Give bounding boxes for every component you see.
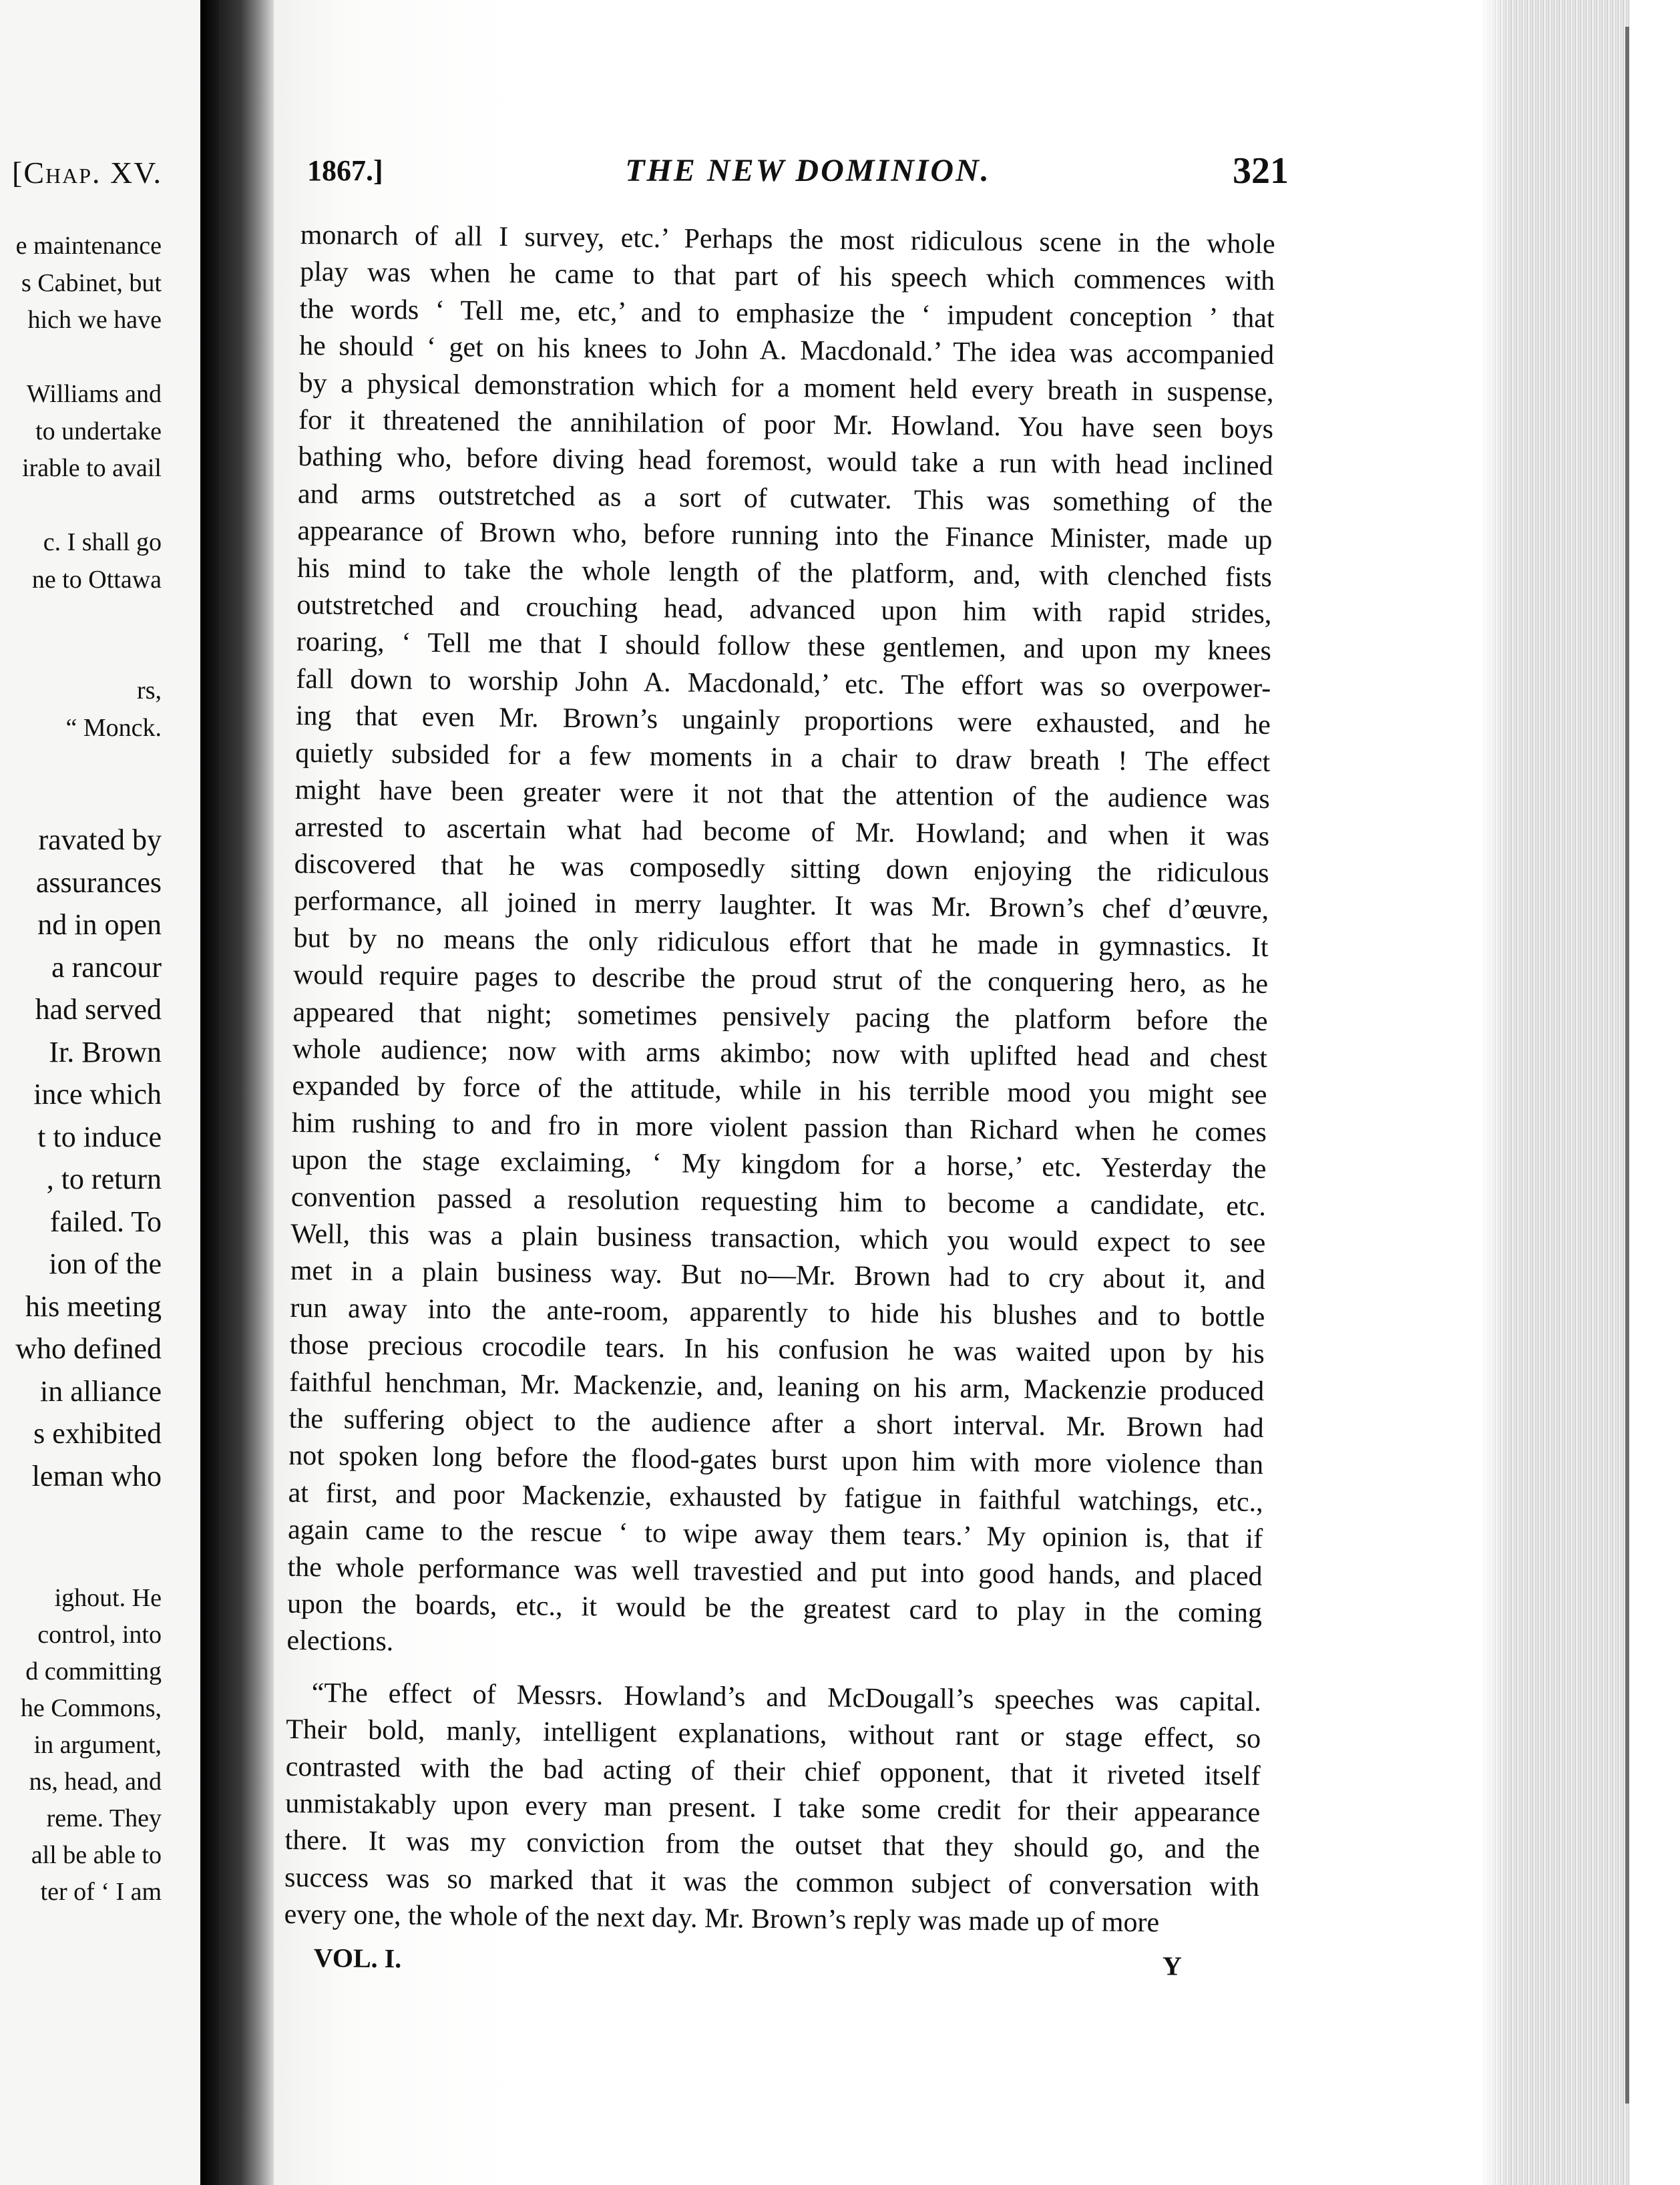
text-line: unmistakably upon every man present. I take some credit for their appearance [284, 1788, 1261, 1828]
text-line: every one, the whole of the next day. Mr. Brown’s reply was made up of more [284, 1899, 1160, 1939]
text-line: roaring, ‘ Tell me that I should follow these gentlemen, and upon my knees [296, 626, 1272, 667]
left-text-line: reme. They [46, 1804, 162, 1832]
left-text-line: rs, [137, 676, 162, 705]
text-line: again came to the rescue ‘ to wipe away them tears.’ My opinion is, that if [287, 1515, 1263, 1555]
book-gutter [200, 0, 219, 2185]
text-line: performance, all joined in merry laughter. It was Mr. Brown’s chef d’œuvre, [293, 885, 1269, 926]
left-text-line: all be able to [31, 1841, 162, 1869]
text-line: might have been greater were it not that the attention of the audience was [294, 775, 1270, 815]
text-line: play was when he came to that part of his speech which commences with [299, 256, 1275, 297]
text-line: he should ‘ get on his knees to John A. Macdonald.’ The idea was accompanied [298, 331, 1275, 371]
left-text-line: in argument, [33, 1731, 162, 1759]
text-line: the words ‘ Tell me, etc,’ and to emphasize the ‘ impudent conception ’ that [299, 293, 1275, 334]
left-text-line: e maintenance [15, 232, 162, 260]
left-text-line: ne to Ottawa [31, 565, 162, 594]
footer-signature: Y [1162, 1951, 1182, 1981]
text-line: elections. [286, 1625, 394, 1657]
left-text-line: ince which [33, 1078, 162, 1111]
text-line: quietly subsided for a few moments in a chair to draw breath ! The effect [295, 737, 1271, 778]
text-line: fall down to worship John A. Macdonald,’ etc. The effort was so overpower- [296, 663, 1271, 704]
text-line: faithful henchman, Mr. Mackenzie, and, leaning on his arm, Mackenzie produced [289, 1366, 1265, 1407]
text-line: appeared that night; sometimes pensively pacing the platform before the [292, 996, 1268, 1037]
left-text-line: to undertake [35, 417, 162, 445]
left-text-line: in alliance [39, 1374, 162, 1408]
page-edges [1482, 0, 1643, 2185]
left-text-line: ighout. He [54, 1584, 162, 1612]
left-text-line: had served [35, 993, 162, 1026]
left-text-line: his meeting [25, 1289, 162, 1323]
left-text-line: nd in open [37, 908, 162, 941]
page-number: 321 [1233, 150, 1289, 192]
text-line: would require pages to describe the proud strut of the conquering hero, as he [292, 960, 1269, 1000]
left-text-line: control, into [37, 1621, 162, 1649]
text-line: and arms outstretched as a sort of cutwater. This was something of the [297, 478, 1273, 519]
left-text-line: hich we have [27, 306, 162, 334]
left-text-line: ion of the [49, 1247, 162, 1280]
running-head [307, 150, 1309, 196]
text-line: upon the boards, etc., it would be the greatest card to play in the coming [286, 1588, 1263, 1629]
main-page [274, 0, 1482, 2185]
text-line: appearance of Brown who, before running into the Finance Minister, made up [297, 516, 1273, 556]
scan-margin [1629, 0, 1680, 2185]
text-line: him rushing to and fro in more violent passion than Richard when he comes [291, 1107, 1267, 1148]
left-text-line: leman who [31, 1459, 162, 1493]
text-line: not spoken long before the flood-gates burst upon him with more violence than [288, 1440, 1264, 1481]
left-text-line: ravated by [38, 823, 162, 856]
text-line: met in a plain business way. But no—Mr. Brown had to cry about it, and [290, 1255, 1266, 1296]
left-text-line: t to induce [37, 1120, 162, 1153]
text-line: Well, this was a plain business transaction, which you would expect to see [290, 1218, 1266, 1259]
left-text-line: s exhibited [33, 1417, 162, 1450]
footer-volume: VOL. I. [313, 1943, 402, 1974]
text-line: expanded by force of the attitude, while in his terrible mood you might see [292, 1070, 1267, 1111]
left-text-line: “ Monck. [65, 713, 162, 742]
text-line: Their bold, manly, intelligent explanations, without rant or stage effect, so [286, 1714, 1261, 1755]
left-text-line: Williams and [26, 380, 162, 408]
left-text-line: assurances [35, 865, 162, 899]
left-text-line: failed. To [49, 1205, 162, 1238]
left-text-line: d committing [25, 1657, 162, 1685]
left-text-line: ns, head, and [29, 1768, 162, 1796]
text-line: bathing who, before diving head foremost, would take a run with head inclined [298, 441, 1273, 482]
left-text-line: s Cabinet, but [21, 268, 162, 297]
text-line: “The effect of Messrs. Howland’s and McDougall’s speeches was capital. [311, 1677, 1261, 1718]
text-line: those precious crocodile tears. In his confusion he was waited upon by his [289, 1330, 1265, 1370]
left-text-line: he Commons, [20, 1694, 162, 1722]
text-line: the whole performance was well travestied and put into good hands, and placed [287, 1551, 1263, 1592]
left-text-line: who defined [15, 1332, 162, 1365]
left-text-line: c. I shall go [43, 528, 162, 556]
text-line: monarch of all I survey, etc.’ Perhaps the most ridiculous scene in the whole [300, 219, 1275, 260]
text-line: the suffering object to the audience after a short interval. Mr. Brown had [288, 1403, 1264, 1444]
text-line: but by no means the only ridiculous effort that he made in gymnastics. It [293, 922, 1269, 963]
text-line: for it threatened the annihilation of poor Mr. Howland. You have seen boys [298, 405, 1274, 445]
text-line: arrested to ascertain what had become of Mr. Howland; and when it was [294, 811, 1270, 852]
text-line: ing that even Mr. Brown’s ungainly proportions were exhausted, and he [295, 701, 1271, 741]
text-line: his mind to take the whole length of the platform, and, with clenched fists [296, 552, 1273, 593]
text-line: there. It was my conviction from the outset that they should go, and the [284, 1825, 1260, 1866]
text-line: run away into the ante-room, apparently to hide his blushes and to bottle [290, 1292, 1265, 1333]
left-page [0, 0, 200, 2185]
text-line: convention passed a resolution requesting him to become a candidate, etc. [290, 1181, 1267, 1222]
left-text-line: Ir. Brown [49, 1035, 162, 1068]
text-line: at first, and poor Mackenzie, exhausted by fatigue in faithful watchings, etc., [288, 1477, 1263, 1518]
text-line: outstretched and crouching head, advanced upon him with rapid strides, [296, 590, 1272, 630]
left-text-line: , to return [46, 1163, 162, 1195]
text-line: success was so marked that it was the common subject of conversation with [284, 1862, 1260, 1903]
left-text-line: a rancour [51, 950, 162, 984]
left-running-head: [Chap. XV. [12, 156, 163, 190]
text-line: upon the stage exclaiming, ‘ My kingdom for a horse,’ etc. Yesterday the [291, 1145, 1267, 1185]
left-text-line: irable to avail [22, 454, 162, 482]
left-text-line: ter of ‘ I am [40, 1878, 162, 1906]
text-line: discovered that he was composedly sitting down enjoying the ridiculous [294, 848, 1269, 889]
text-line: contrasted with the bad acting of their chief opponent, that it riveted itself [285, 1751, 1261, 1792]
running-head-date: 1867.] [307, 154, 383, 187]
body-text [284, 217, 1275, 1943]
text-line: whole audience; now with arms akimbo; now with uplifted head and chest [292, 1033, 1268, 1074]
page-footer [313, 1942, 1282, 1991]
running-head-title: THE NEW DOMINION. [625, 153, 991, 188]
text-line: by a physical demonstration which for a moment held every breath in suspense, [298, 367, 1274, 408]
